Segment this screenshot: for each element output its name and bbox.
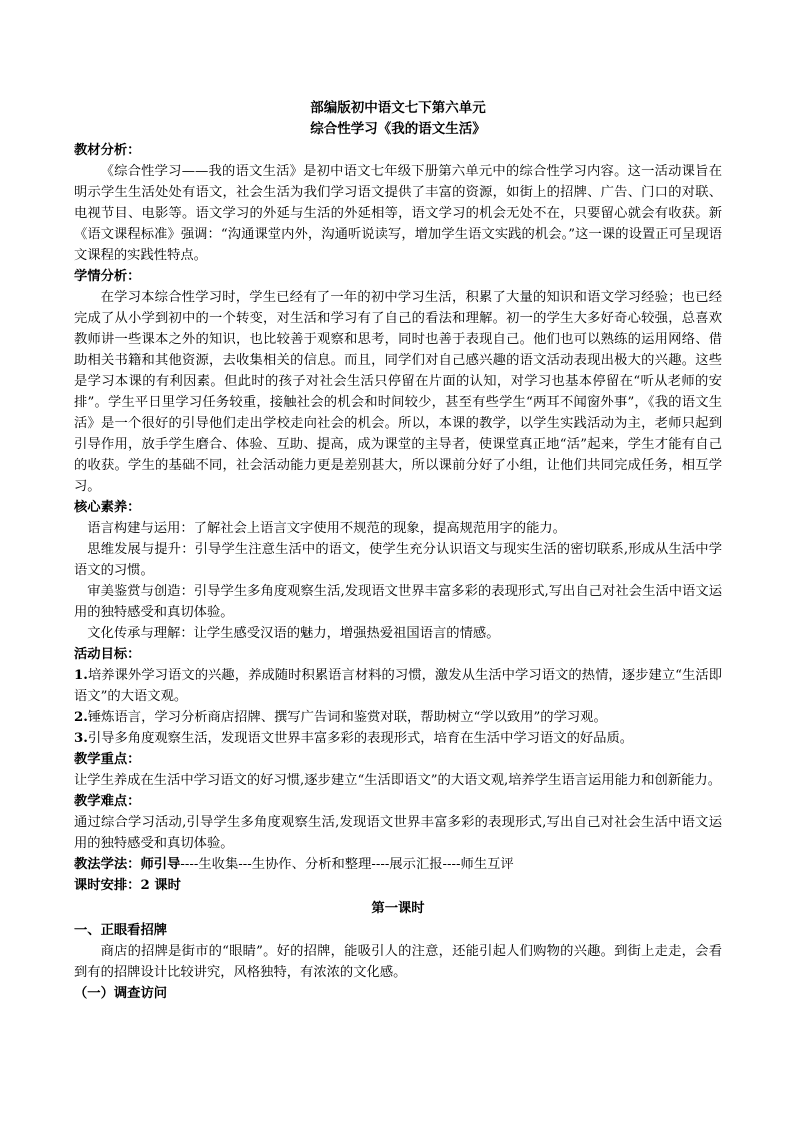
class-hours-line: 课时安排：2 课时 (74, 878, 181, 893)
core-item-language: 语言构建与运用：了解社会上语言文字使用不规范的现象，提高规范用字的能力。 (87, 521, 566, 536)
heading-core-literacy: 核心素养： (74, 500, 141, 515)
goal-text: 锤炼语言，学习分析商店招牌、撰写广告词和鉴赏对联，帮助树立“学以致用”的学习观。 (87, 710, 607, 725)
paragraph-student-analysis: 在学习本综合性学习时，学生已经有了一年的初中学习生活，积累了大量的知识和语文学习经验；也已经完成了从小学到初中的一个转变，对生活和学习有了自己的看法和理解。初一的学生大多好奇心较强，总喜欢教师讲一些课本之外的知识，也比较善于观察和思考，同时也善于表现自己。他们也可以熟练的运用网络、借助相关书籍和其他资源，去收集相关的信息。而且，同学们对自己感兴趣的语文活动表现出极大的兴趣。这些是学习本课的有利因素。但此时的孩子对社会生活只停留在片面的认知，对学习也基本停留在“听从老师的安排”。学生平日里学习任务较重，接触社会的机会和时间较少，甚至有些学生“两耳不闻窗外事”，《我的语文生活》是一个很好的引导他们走出学校走向社会的机会。所以，本课的教学，以学生实践活动为主，老师只起到引导作用，放手学生磨合、体验、互助、提高，成为课堂的主导者，使课堂真正地“活”起来，学生才能有自己的收获。学生的基础不同，社会活动能力更是差别甚大，所以课前分好了小组，让他们共同完成任务，相互学习。 (74, 290, 722, 494)
method-bold: 师引导 (140, 857, 181, 872)
goal-number: 1. (74, 668, 88, 683)
document-page (74, 98, 722, 1004)
goal-text: 培养课外学习语文的兴趣，养成随时积累语言材料的习惯，激发从生活中学习语文的热情，逐步建立“生活即语文”的大语文观。 (74, 668, 722, 704)
paragraph-teaching-key: 让学生养成在生活中学习语文的好习惯,逐步建立“生活即语文”的大语文观,培养学生语言运用能力和创新能力。 (74, 773, 722, 788)
goal-item-3 (74, 728, 722, 749)
heading-teaching-difficulty: 教学难点： (74, 794, 141, 809)
teaching-method-line (74, 854, 722, 875)
heading-student-analysis: 学情分析： (74, 269, 141, 284)
paragraph-section-one: 商店的招牌是街市的“眼睛”。好的招牌，能吸引人的注意，还能引起人们购物的兴趣。到街上走走，会看到有的招牌设计比较讲究，风格独特，有浓浓的文化感。 (74, 944, 722, 980)
core-item-thinking: 思维发展与提升：引导学生注意生活中的语文，使学生充分认识语文与现实生活的密切联系,形成从生活中学语文的习惯。 (74, 542, 722, 578)
heading-teaching-key: 教学重点： (74, 752, 141, 767)
section-one-heading: 一、正眼看招牌 (74, 923, 168, 938)
method-label: 教法学法： (74, 857, 141, 872)
lesson-one-heading: 第一课时 (371, 901, 425, 916)
goal-number: 3. (74, 731, 88, 746)
heading-material-analysis: 教材分析： (74, 143, 141, 158)
doc-title-line1: 部编版初中语文七下第六单元 (310, 100, 486, 116)
core-item-aesthetic: 审美鉴赏与创造：引导学生多角度观察生活,发现语文世界丰富多彩的表现形式,写出自己对社会生活中语文运用的独特感受和真切体验。 (74, 584, 722, 620)
paragraph-teaching-difficulty: 通过综合学习活动,引导学生多角度观察生活,发现语文世界丰富多彩的表现形式,写出自己对社会生活中语文运用的独特感受和真切体验。 (74, 815, 722, 851)
goal-number: 2. (74, 710, 88, 725)
paragraph-material-analysis: 《综合性学习——我的语文生活》是初中语文七年级下册第六单元中的综合性学习内容。这一活动课旨在明示学生生活处处有语文，社会生活为我们学习语文提供了丰富的资源，如街上的招牌、广告、门口的对联、电视节目、电影等。语文学习的外延与生活的外延相等，语文学习的机会无处不在，只要留心就会有收获。新《语文课程标准》强调：“沟通课堂内外，沟通听说读写，增加学生语文实践的机会。”这一课的设置正可呈现语文课程的实践性特点。 (74, 164, 722, 263)
method-rest: ----生收集---生协作、分析和整理----展示汇报----师生互评 (180, 857, 514, 872)
heading-activity-goals: 活动目标： (74, 647, 141, 662)
subsection-survey-heading: （一）调查访问 (74, 986, 168, 1001)
goal-text: 引导多角度观察生活，发现语文世界丰富多彩的表现形式，培育在生活中学习语文的好品质。 (87, 731, 634, 746)
doc-title-line2: 综合性学习《我的语文生活》 (310, 121, 486, 137)
goal-item-1 (74, 665, 722, 707)
core-item-culture: 文化传承与理解：让学生感受汉语的魅力，增强热爱祖国语言的情感。 (87, 626, 500, 641)
goal-item-2 (74, 707, 722, 728)
